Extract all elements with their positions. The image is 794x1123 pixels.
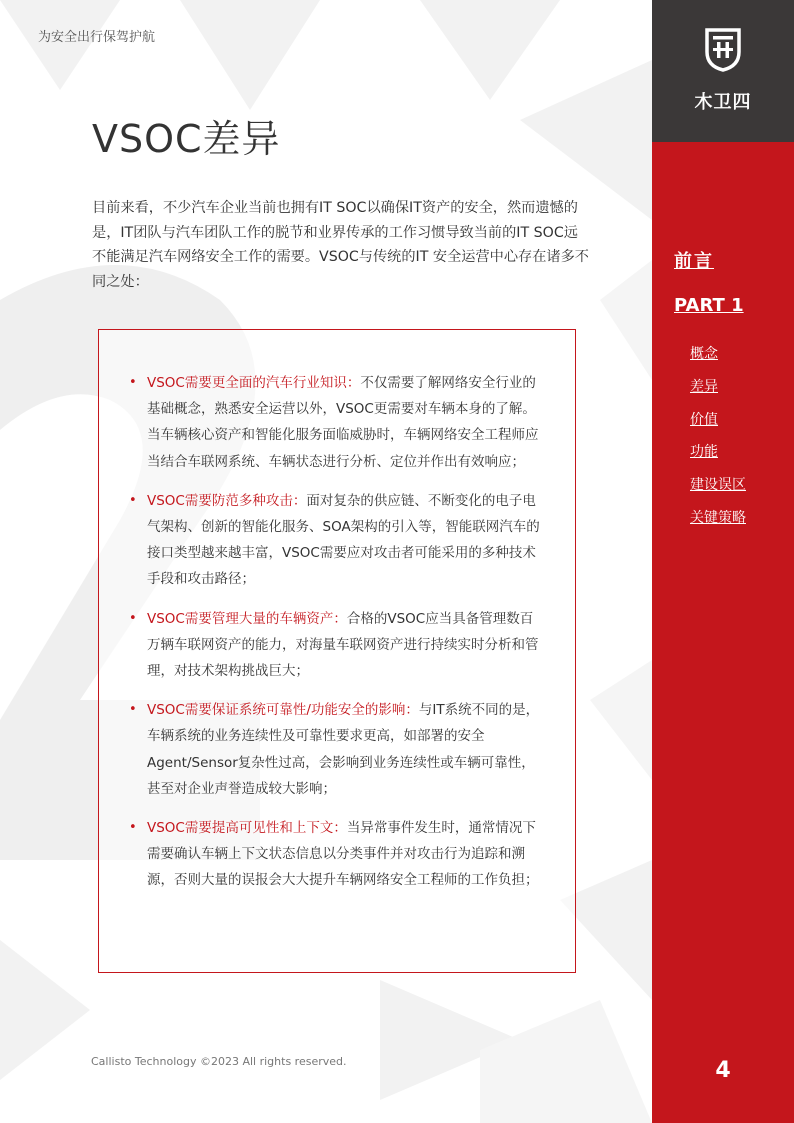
bullet-lead: VSOC需要更全面的汽车行业知识： [147,375,361,391]
nav-item-key-strategies[interactable]: 关键策略 [690,510,746,526]
list-item [129,488,543,593]
nav-item-pitfalls[interactable]: 建设误区 [690,477,746,493]
list-item [129,815,543,894]
bullet-text: 不仅需要了解网络安全行业的基础概念，熟悉安全运营以外，VSOC更需要对车辆本身的了解。当车辆核心资产和智能化服务面临威胁时，车辆网络安全工程师应当结合车联网系统、车辆状态进行分析、定位并作出有效响应； [147,375,539,470]
shield-logo-icon [705,28,741,72]
bullet-lead: VSOC需要防范多种攻击： [147,492,307,509]
page-title: VSOC差异 [92,117,281,161]
differences-list [129,370,543,907]
logo-block [652,0,794,142]
header-tagline: 为安全出行保驾护航 [38,30,156,45]
list-item [129,370,543,475]
nav-item-concept[interactable]: 概念 [690,346,718,362]
nav-item-value[interactable]: 价值 [690,412,718,428]
bullet-icon: • [129,820,137,836]
page-number: 4 [715,1058,731,1083]
bullet-text: 合格的VSOC应当具备管理数百万辆车联网资产的能力，对海量车联网资产进行持续实时分析和管理，对技术架构挑战巨大； [147,610,539,680]
bullet-text: 面对复杂的供应链、不断变化的电子电气架构、创新的智能化服务、SOA架构的引入等，智能联网汽车的接口类型越来越丰富，VSOC需要应对攻击者可能采用的多种技术手段和攻击路径； [147,492,540,588]
bullet-lead: VSOC需要保证系统可靠性/功能安全的影响： [147,702,419,719]
intro-paragraph: 目前来看，不少汽车企业当前也拥有IT SOC以确保IT资产的安全，然而遗憾的是，IT团队与汽车团队工作的脱节和业界传承的工作习惯导致当前的IT SOC远不能满足汽车网络安全工作的需要。VSOC与传统的IT 安全运营中心存在诸多不同之处： [92,200,589,290]
nav-item-differences[interactable]: 差异 [690,379,718,395]
footer-copyright: Callisto Technology ©2023 All rights reserved. [91,1055,347,1068]
list-item [129,606,543,685]
bullet-icon: • [129,375,137,390]
bullet-icon: • [129,610,137,626]
bullet-icon: • [129,492,137,508]
bullet-icon: • [129,702,137,718]
list-item [129,697,543,802]
sidebar [652,0,794,1123]
bullet-text: 与IT系统不同的是，车辆系统的业务连续性及可靠性要求更高，如部署的安全Agent/Sensor复杂性过高，会影响到业务连续性或车辆可靠性，甚至对企业声誉造成较大影响； [147,702,540,797]
bullet-lead: VSOC需要提高可见性和上下文： [147,820,347,837]
nav-foreword[interactable]: 前言 [674,251,714,272]
differences-box [98,329,576,973]
nav-part-1[interactable]: PART 1 [674,295,744,316]
bullet-text: 当异常事件发生时，通常情况下需要确认车辆上下文状态信息以分类事件并对攻击行为追踪和溯源，否则大量的误报会大大提升车辆网络安全工程师的工作负担； [147,820,539,889]
bullet-lead: VSOC需要管理大量的车辆资产： [147,610,347,627]
logo-text: 木卫四 [694,92,752,113]
nav-item-functions[interactable]: 功能 [690,444,718,460]
